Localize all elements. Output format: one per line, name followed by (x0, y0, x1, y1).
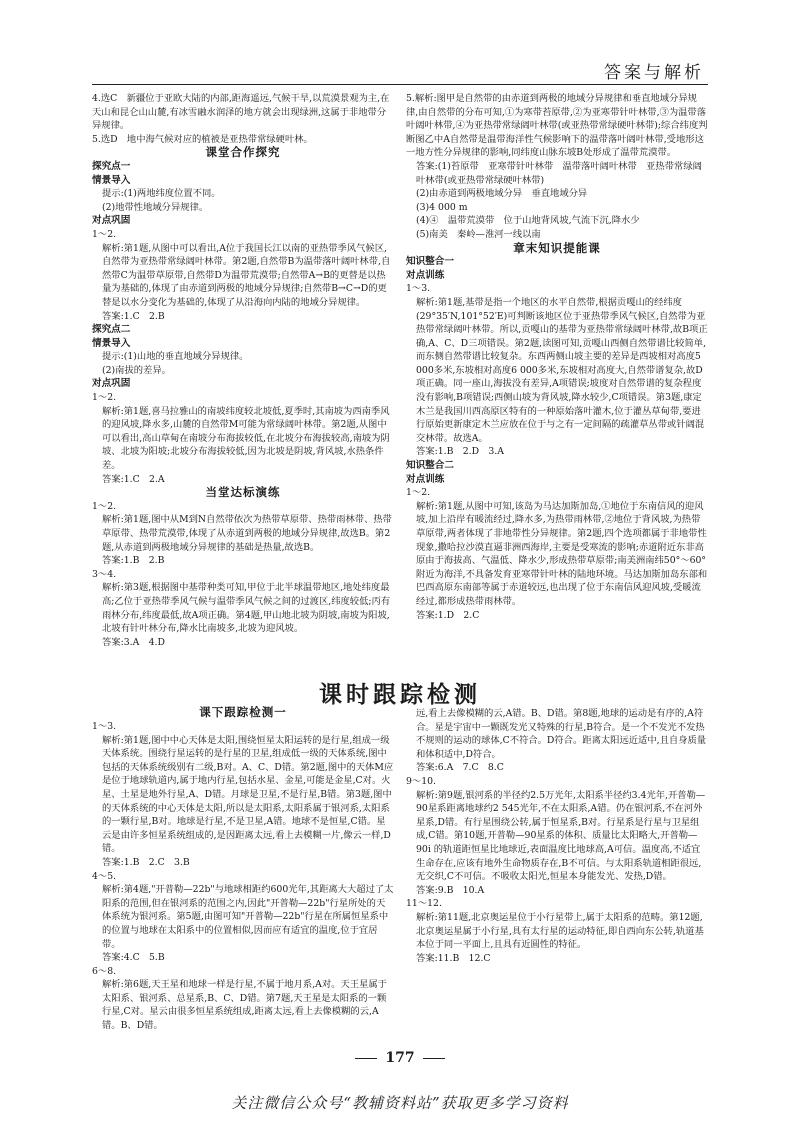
paragraph: 1～2. (92, 228, 117, 240)
paragraph: 答案:1.C 2.B (102, 310, 165, 322)
paragraph: 提示:(1)山地的垂直地域分异规律。 (102, 351, 249, 363)
paragraph: 解析:第1题,图中从M到N自然带依次为热带草原带、热带雨林带、热带草原带、热带荒漠带,体现了从赤道到两极的地域分异规律,故选B。第2题,从赤道到两极地域分异规律的基础是热量,故选B。 (102, 514, 392, 553)
paragraph: 9～10. (406, 775, 436, 787)
paragraph: 1～2. (406, 487, 431, 499)
paragraph: 1～2. (92, 500, 117, 512)
paragraph: 解析:第1题,图中中心天体是太阳,围绕恒星太阳运转的是行星,组成一级天体系统。围绕行星运转的是行星的卫星,组成低一级的天体系统,图中包括的天体系统级别有二级,B对。A、C、D错。第2题,图中的天体M应是位于地球轨道内,属于地内行星,包括水星、金星,可能是金星,C对。火星、土星是地外行星,A、D错。月球是卫星,不是行星,B错。第3题,图中的天体系统的中心天体是太阳,所以是太阳系,太阳系属于银河系,太阳系的一颗行星,B对。地球是行星,不是卫星,A错。地球不是恒星,C错。星云是由许多恒星系统组成的,是因距离太远,看上去模糊一片,像云一样,D错。 (102, 734, 394, 855)
paragraph: 答案:1.B 2.B (102, 555, 165, 567)
subheading: 情景导入 (92, 174, 131, 186)
paragraph: 答案:1.D 2.C (416, 609, 480, 621)
page-number: 177 (0, 1050, 800, 1066)
paragraph: 解析:第9题,银河系的半径约2.5万光年,太阳系半径约3.4光年,开普勒—90星系距离地球约2 545光年,不在太阳系,A错。仍在银河系,不在河外星系,D错。有行星围绕公转,属于恒星系,B对。行星系是行星与卫星组成,C错。第10题,开普勒—90星系的体积、质量比太阳略大,开普勒—90i 的轨道距恒星比地球近,表面温度比地球高,A可信。温度高,不适宜生命存在,应该有地外生命物质存在,B不可信。与太阳系轨道相距很远,无交织,C不可信。不吸收太阳光,恒星本身能发光、发热,D错。 (416, 789, 706, 883)
right-column-top (406, 92, 708, 622)
paragraph: 远,看上去像模糊的云,A错。B、D错。第8题,地球的运动是有序的,A符合。星是宇宙中一颗既发光又特殊的行星,B符合。是一个不发光不发热不规则的运动的球体,C不符合。D符合。距离太阳远近适中,且自身质量和体积适中,D符合。 (416, 708, 707, 760)
paragraph: (2)南拔的差异。 (102, 364, 171, 376)
paragraph: 4～5. (92, 870, 117, 882)
paragraph: 答案:4.C 5.B (102, 952, 165, 964)
paragraph: 6～8. (92, 965, 117, 977)
section-title: 课时跟踪检测 (319, 681, 481, 708)
section-heading: 章末知识提能课 (513, 240, 601, 255)
header-title: 答案与解析 (604, 63, 704, 83)
paragraph: 解析:第1题,基带是指一个地区的水平自然带,根据贡嘎山的经纬度(29°35′N,101°52′E)可判断该地区位于亚热带季风气候区,自然带为亚热带常绿阔叶林带。所以,贡嘎山的基带为亚热带常绿阔叶林带,故B项正确,A、C、D三项错误。第2题,读图可知,贡嘎山西侧自然带谱比较简单,而东侧自然带谱比较复杂。东西两侧山坡主要的差异是西坡相对高度5 000多米,东坡相对高度6 000多米,东坡相对高度大,自然带谱复杂,故D项正确。同一座山,海拔没有差异,A项错误;坡度对自然带谱的复杂程度没有影响,B项错误;西侧山坡为背风坡,降水较少,C项错误。第3题,康定木兰是我国川西高原区特有的一种原始落叶灌木,位于灌丛草甸带,要进行原始更新康定木兰应放在位于与之有一定间隔的疏灌草丛带或针阔混交林带。故选A。 (416, 296, 708, 444)
paragraph: 1～2. (92, 392, 117, 404)
subheading: 知识整合二 (406, 460, 454, 472)
paragraph: (2)地带性地域分异规律。 (102, 201, 209, 213)
paragraph: 5.解析:图甲是自然带的由赤道到两极的地域分异规律和垂直地域分异规律,由自然带的分布可知,①为寒带苔原带,②为亚寒带针叶林带,③为温带落叶阔叶林带,④为亚热带常绿阔叶林带(或亚热带常绿硬叶林带);综合纬度判断图乙中A自然带是温带海洋性气候影响下的温带落叶阔叶林带,受地形这一地方性分异规律的影响,同纬度山脉东坡B处形成了温带荒漠带。 (406, 93, 708, 159)
paragraph: 1～3. (92, 721, 117, 732)
paragraph: 解析:第1题,喜马拉雅山的南坡纬度较北坡低,夏季时,其南坡为西南季风的迎风坡,降水多,山麓的自然带M可能为常绿阔叶林带。第2题,从图中可以看出,高山草甸在南坡分布海拔较低,在北坡分布海拔较高,南坡为阴坡、北坡为阳坡;北坡分布海拔较低,因为北坡是阴坡,背风坡,水热条件差。 (102, 405, 390, 472)
paragraph: 解析:第3题,根据图中基带种类可知,甲位于北半球温带地区,地处纬度最高;乙位于亚热带季风气候与温带季风气候之间的过渡区,纬度较低;丙有雨林分布,纬度最低,故A项正确。第4题,甲山地北坡为阴坡,南坡为阳坡,北坡有针叶林分布,降水比南坡多,北坡为迎风坡。 (102, 582, 391, 635)
paragraph: 答案:3.A 4.D (102, 636, 165, 648)
paragraph: 答案:(1)苔原带 亚寒带针叶林带 温带落叶阔叶林带 亚热带常绿阔叶林带(或亚热带常绿硬叶林带) (416, 160, 702, 186)
paragraph: (4)④ 温带荒漠带 位于山地背风坡,气流下沉,降水少 (416, 215, 640, 227)
paragraph: 1～3. (406, 283, 431, 295)
paragraph: 答案:1.C 2.A (102, 473, 165, 485)
paragraph: 解析:第1题,从图中可知,该岛为马达加斯加岛,①地位于东南信风的迎风坡,加上沿岸有暖流经过,降水多,为热带雨林带,②地位于背风坡,为热带草原带,两者体现了非地带性分异规律。第2题,四个选项都属于非地带性现象,撒哈拉沙漠直逼非洲西海岸,主要是受寒流的影响;赤道附近东非高原由于海拔高、气温低、降水少,形成热带草原带;南美洲南纬50°～60°附近为海洋,不具备发育亚寒带针叶林的陆地环境。马达加斯加岛东部和巴西高原东南部等属于赤道较远,也出现了位于东南信风迎风坡,受暖流经过,都形成热带雨林带。 (416, 500, 708, 607)
paragraph: 答案:9.B 10.A (416, 884, 485, 896)
paragraph: 答案:1.B 2.D 3.A (416, 446, 504, 458)
paragraph: 5.选D 地中海气候对应的植被是亚热带常绿硬叶林。 (92, 133, 313, 145)
paragraph: 答案:11.B 12.C (416, 952, 491, 964)
right-column-bottom (406, 707, 708, 965)
subheading: 对点训练 (406, 269, 445, 281)
subsection-title: 课下跟踪检测一 (199, 705, 287, 719)
subheading: 探究点二 (92, 324, 131, 336)
section-heading: 当堂达标演练 (205, 485, 281, 500)
paragraph: 解析:第6题,天王星和地球一样是行星,不属于地月系,A对。天王星属于太阳系、银河系、总星系,B、C、D错。第7题,天王星是太阳系的一颗行星,C对。星云由很多恒星系统组成,距离太远,看上去像模糊的云,A错。B、D错。 (102, 979, 387, 1032)
paragraph: (5)南美 秦岭—淮河一线以南 (416, 228, 541, 240)
paragraph: 解析:第11题,北京奥运星位于小行星带上,属于太阳系的范畴。第12题,北京奥运星属于小行星,具有太行星的运动特征,即自西向东公转,轨道基本位于同一平面上,且具有近圆性的特征。 (416, 911, 704, 951)
left-column-top (92, 92, 394, 649)
subheading: 知识整合一 (406, 256, 454, 268)
paragraph: 3～4. (92, 568, 117, 580)
footer-promo: 关注微信公众号“教辅资料站”获取更多学习资料 (231, 1094, 569, 1112)
left-column-bottom (92, 720, 394, 1033)
subheading: 对点巩固 (92, 378, 131, 390)
paragraph: 提示:(1)两地纬度位置不同。 (102, 188, 221, 200)
section-heading: 课堂合作探究 (205, 145, 281, 160)
paragraph: 答案:6.A 7.C 8.C (416, 762, 504, 774)
paragraph: (3)4 000 m (416, 201, 468, 213)
subheading: 情景导入 (92, 337, 131, 349)
paragraph: 4.选C 新疆位于亚欧大陆的内部,距海遥远,气候干旱,以荒漠景观为主,在天山和昆仑山山麓,有冰雪融水润泽的地方就会出现绿洲,这属于非地带分异规律。 (92, 93, 390, 132)
subheading: 对点巩固 (92, 215, 131, 227)
subheading: 探究点一 (92, 160, 131, 172)
paragraph: 解析:第4题,"开普勒—22b"与地球相距约600光年,其距离大大超过了太阳系的范围,但在银河系的范围之内,因此"开普勒—22b"行星所处的天体系统为银河系。第5题,由图可知"开普勒—22b"行星在所属恒星系中的位置与地球在太阳系中的位置相似,因而应有适宜的温度,位于宜居带。 (102, 884, 394, 950)
paragraph: 解析:第1题,从图中可以看出,A位于我国长江以南的亚热带季风气候区,自然带为亚热带常绿阔叶林带。第2题,自然带B为温带落叶阔叶林带,自然带C为温带草原带,自然带D为温带荒漠带;自然带A→B的更替是以热量为基础的,体现了由赤道到两极的地域分异规律;自然带B→C→D的更替是以水分变化为基础的,体现了从沿海向内陆的地域分异规律。 (102, 242, 391, 308)
subheading: 对点训练 (406, 473, 445, 485)
paragraph: 11～12. (406, 898, 442, 910)
header-rule (92, 84, 708, 85)
paragraph: (2)由赤道到两极地域分异 垂直地域分异 (416, 188, 588, 200)
paragraph: 答案:1.B 2.C 3.B (102, 856, 190, 868)
